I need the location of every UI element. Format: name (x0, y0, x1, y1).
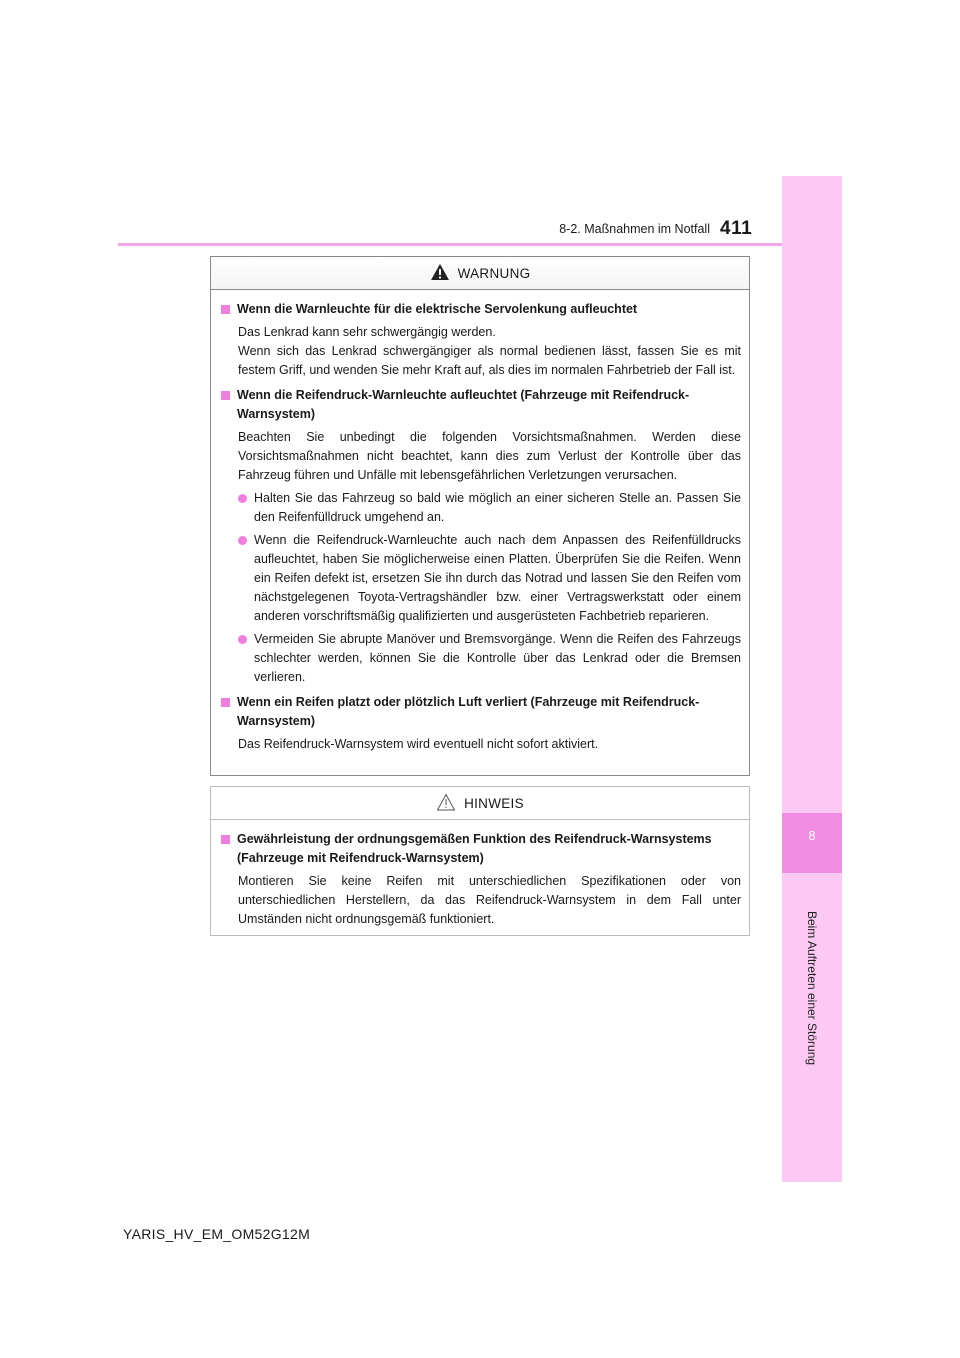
bullet-text: Vermeiden Sie abrupte Manöver und Bremsvorgänge. Wenn die Reifen des Fahrzeugs schlechter werden, können Sie die Kontrolle über das Lenkrad oder die Bremsen verlieren. (254, 632, 741, 684)
bullet-item (221, 531, 741, 626)
bullet-text: Halten Sie das Fahrzeug so bald wie möglich an einer sicheren Stelle an. Passen Sie den Reifenfülldruck umgehend an. (254, 491, 741, 524)
bullet-item (221, 630, 741, 687)
warning-item (221, 386, 741, 687)
chapter-number: 8 (808, 828, 816, 843)
square-bullet-icon (221, 305, 230, 314)
warning-title: WARNUNG (457, 265, 531, 281)
header-rule (118, 243, 782, 246)
section-title: 8-2. Maßnahmen im Notfall (559, 222, 710, 236)
item-heading: Gewährleistung der ordnungsgemäßen Funktion des Reifendruck-Warnsystems (Fahrzeuge mit Reifendruck-Warnsystem) (237, 832, 712, 865)
note-header (211, 787, 749, 820)
square-bullet-icon (221, 698, 230, 707)
item-heading: Wenn die Reifendruck-Warnleuchte aufleuchtet (Fahrzeuge mit Reifendruck-Warnsystem) (237, 388, 690, 421)
document-code: YARIS_HV_EM_OM52G12M (123, 1226, 311, 1242)
square-bullet-icon (221, 391, 230, 400)
item-text: Beachten Sie unbedingt die folgenden Vorsichtsmaßnahmen. Werden diese Vorsichtsmaßnahmen nicht beachtet, kann dies zum Verlust der Kontrolle über das Fahrzeug führen und Unfälle mit lebensgefährlichen Verletzungen verursachen. (238, 430, 741, 482)
square-bullet-icon (221, 835, 230, 844)
caution-triangle-icon (436, 793, 456, 814)
item-heading: Wenn ein Reifen platzt oder plötzlich Luft verliert (Fahrzeuge mit Reifendruck-Warnsystem) (237, 695, 700, 728)
note-box (210, 786, 750, 936)
warning-box (210, 256, 750, 776)
chapter-title: Beim Auftreten einer Störung (805, 910, 819, 1066)
warning-triangle-icon (430, 263, 450, 284)
circle-bullet-icon (238, 536, 247, 545)
circle-bullet-icon (238, 635, 247, 644)
warning-header (211, 257, 749, 290)
item-heading: Wenn die Warnleuchte für die elektrische Servolenkung aufleuchtet (237, 302, 638, 316)
page-number: 411 (720, 218, 753, 239)
chapter-tab-highlight (782, 813, 842, 873)
item-text: Montieren Sie keine Reifen mit unterschiedlichen Spezifikationen oder von unterschiedlichen Herstellern, da das Reifendruck-Warnsystem in dem Fall unter Umständen nicht ordnungsgemäß funktioniert. (238, 874, 741, 926)
note-title: HINWEIS (464, 795, 524, 811)
item-text: Das Lenkrad kann sehr schwergängig werden. (238, 325, 496, 339)
warning-item (221, 300, 741, 380)
circle-bullet-icon (238, 494, 247, 503)
warning-item (221, 693, 741, 754)
bullet-item (221, 489, 741, 527)
note-item (221, 830, 741, 929)
item-text: Wenn sich das Lenkrad schwergängiger als normal bedienen lässt, fassen Sie es mit festem Griff, und wenden Sie mehr Kraft auf, als dies im normalen Fahrbetrieb der Fall ist. (238, 344, 741, 377)
item-text: Das Reifendruck-Warnsystem wird eventuell nicht sofort aktiviert. (238, 737, 599, 751)
bullet-text: Wenn die Reifendruck-Warnleuchte auch nach dem Anpassen des Reifenfülldrucks aufleuchtet, haben Sie möglicherweise einen Platten. Überprüfen Sie die Reifen. Wenn ein Reifen defekt ist, ersetzen Sie ihn durch das Notrad und lassen Sie den Reifen vom nächstgelegenen Toyota-Vertragshändler bzw. einer Vertragswerkstatt oder einem anderen vorschriftsmäßig qualifizierten und ausgerüsteten Fachbetrieb reparieren. (254, 533, 741, 623)
